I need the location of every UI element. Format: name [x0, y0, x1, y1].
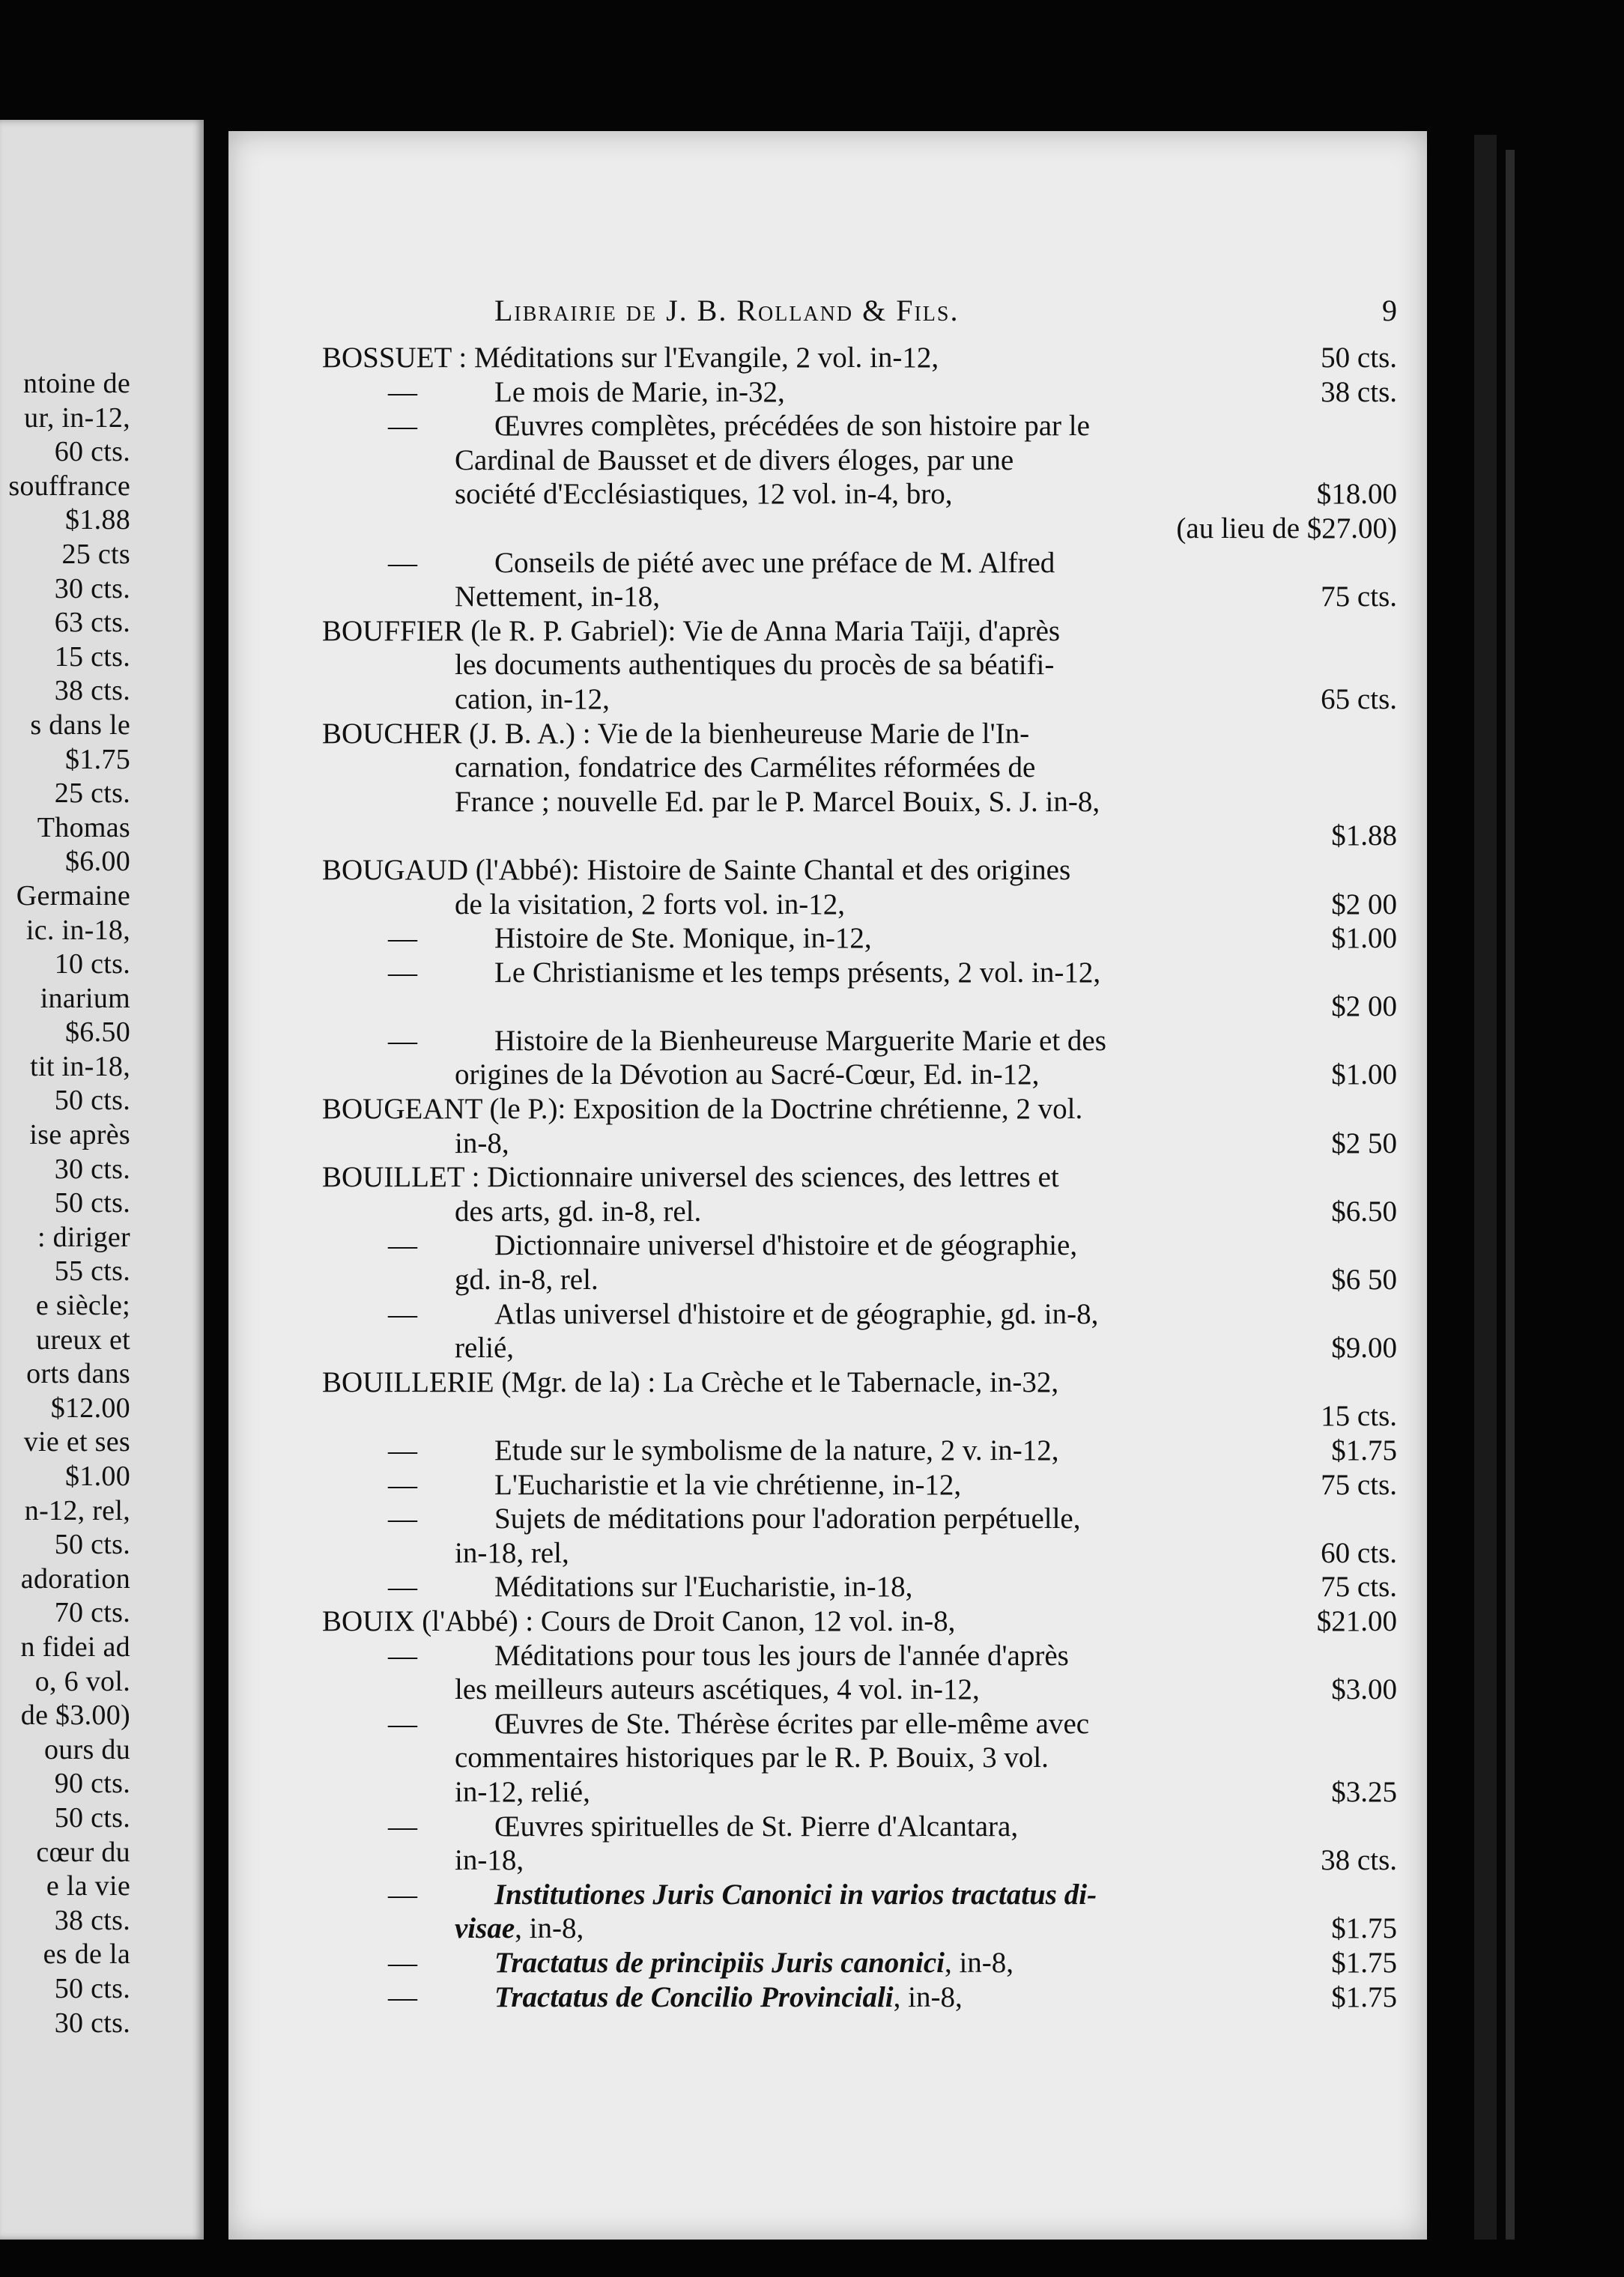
entry-text: $1.88	[1331, 819, 1397, 852]
left-page-line: adoration	[20, 1562, 130, 1595]
ditto-dash: —	[388, 1810, 417, 1843]
catalog-line	[322, 682, 1397, 717]
catalog-line	[322, 1365, 1397, 1400]
left-page-line: souffrance	[8, 470, 130, 502]
entry-price: $1.75	[1331, 1434, 1397, 1467]
entry-title-italic: visae	[455, 1912, 515, 1945]
left-page-line: $1.75	[65, 743, 130, 775]
ditto-dash: —	[388, 1946, 417, 1979]
catalog-line	[322, 921, 1397, 956]
entry-text: Le Christianisme et les temps présents, 2 vol. in-12,	[494, 956, 1101, 989]
entry-text: BOUFFIER (le R. P. Gabriel): Vie de Anna Maria Taïji, d'après	[322, 614, 1061, 647]
catalog-line	[322, 819, 1397, 853]
entry-text: commentaires historiques par le R. P. Bouix, 3 vol.	[455, 1741, 1049, 1774]
entry-price: $1.75	[1331, 1946, 1397, 1979]
ditto-dash: —	[388, 922, 417, 955]
catalog-line	[322, 1707, 1397, 1741]
left-page-line: 30 cts.	[54, 572, 130, 604]
ditto-dash: —	[388, 1468, 417, 1501]
entry-text: BOUILLERIE (Mgr. de la) : La Crèche et le Tabernacle, in-32,	[322, 1365, 1059, 1398]
entry-text: 15 cts.	[1321, 1400, 1397, 1433]
left-page-line: ours du	[43, 1733, 130, 1765]
left-page-line: 10 cts.	[54, 948, 130, 980]
catalog-line	[322, 989, 1397, 1024]
catalog-line	[322, 1024, 1397, 1058]
entry-text	[494, 1878, 1097, 1912]
entry-text: Œuvres spirituelles de St. Pierre d'Alcantara,	[494, 1810, 1019, 1843]
catalog-line	[322, 1604, 1397, 1639]
catalog-line	[322, 1468, 1397, 1503]
catalog-line	[322, 1297, 1397, 1332]
catalog-line	[322, 580, 1397, 614]
entry-text: (au lieu de $27.00)	[1176, 512, 1397, 545]
entry-text: Histoire de la Bienheureuse Marguerite Marie et des	[494, 1024, 1106, 1057]
left-page-line: o, 6 vol.	[34, 1665, 130, 1697]
catalog-line	[322, 1228, 1397, 1263]
entry-price: $9.00	[1331, 1332, 1397, 1365]
entry-text: gd. in-8, rel.	[455, 1264, 599, 1297]
left-page-line: 30 cts.	[54, 2007, 130, 2039]
left-page-line: e siècle;	[35, 1290, 130, 1322]
left-page-line: 50 cts.	[54, 1801, 130, 1834]
left-page-line: 55 cts.	[54, 1255, 130, 1288]
entry-text: cation, in-12,	[455, 682, 610, 715]
entry-price: 75 cts.	[1321, 580, 1397, 613]
left-page-line: n-12, rel,	[24, 1494, 130, 1526]
entry-text: BOSSUET : Méditations sur l'Evangile, 2 vol. in-12,	[322, 342, 939, 374]
ditto-dash: —	[388, 1980, 417, 2013]
entry-title-italic: Tractatus de principiis Juris canonici	[494, 1946, 945, 1979]
entry-text	[455, 1911, 584, 1946]
ditto-dash: —	[388, 1024, 417, 1057]
ditto-dash: —	[388, 1639, 417, 1672]
left-page-line: 38 cts.	[54, 1904, 130, 1936]
entry-text: BOUILLET : Dictionnaire universel des sciences, des lettres et	[322, 1161, 1059, 1194]
left-page-line: Thomas	[37, 811, 130, 843]
left-page-line: Germaine	[16, 879, 130, 912]
left-page-line: 50 cts.	[54, 1972, 130, 2004]
catalog-line	[322, 1058, 1397, 1092]
entry-text: Etude sur le symbolisme de la nature, 2 v. in-12,	[494, 1434, 1059, 1467]
entry-price: 60 cts.	[1321, 1536, 1397, 1569]
entry-text: origines de la Dévotion au Sacré-Cœur, Ed. in-12,	[455, 1058, 1040, 1091]
entry-price: $2 00	[1331, 888, 1397, 921]
entry-text: Histoire de Ste. Monique, in-12,	[494, 922, 872, 955]
catalog-line	[322, 1673, 1397, 1707]
entry-price: $18.00	[1316, 478, 1397, 511]
ditto-dash: —	[388, 1503, 417, 1535]
entry-price: $2 50	[1331, 1127, 1397, 1159]
left-page-line: ntoine de	[22, 368, 130, 399]
left-page-line: 25 cts.	[54, 777, 130, 810]
left-page-line: de $3.00)	[20, 1700, 130, 1732]
entry-price: $1.00	[1331, 922, 1397, 955]
ditto-dash: —	[388, 410, 417, 443]
catalog-line	[322, 1775, 1397, 1810]
left-page-line: 30 cts.	[54, 1153, 130, 1185]
entry-text: France ; nouvelle Ed. par le P. Marcel Bouix, S. J. in-8,	[455, 785, 1100, 818]
running-title: Librairie de J. B. Rolland & Fils.	[494, 294, 960, 327]
catalog-line	[322, 785, 1397, 819]
catalog-line	[322, 1741, 1397, 1775]
entry-price: 38 cts.	[1321, 375, 1397, 408]
catalog-line	[322, 477, 1397, 512]
left-page-line: ic. in-18,	[25, 914, 130, 946]
catalog-line	[322, 1434, 1397, 1468]
entry-text: Le mois de Marie, in-32,	[494, 375, 785, 408]
catalog-line	[322, 1980, 1397, 2015]
page-edge-shadow	[1474, 135, 1497, 2240]
catalog-line	[322, 1536, 1397, 1571]
catalog-entries	[322, 341, 1397, 2014]
catalog-line	[322, 717, 1397, 751]
catalog-line	[322, 1878, 1397, 1912]
catalog-line	[322, 546, 1397, 580]
catalog-line	[322, 1195, 1397, 1229]
catalog-line	[322, 409, 1397, 443]
entry-text: Œuvres complètes, précédées de son histoire par le	[494, 410, 1090, 443]
entry-text: Dictionnaire universel d'histoire et de géographie,	[494, 1229, 1078, 1262]
entry-text: Atlas universel d'histoire et de géographie, gd. in-8,	[494, 1297, 1099, 1330]
ditto-dash: —	[388, 546, 417, 579]
left-page-line: 70 cts.	[54, 1597, 130, 1629]
entry-text: Nettement, in-18,	[455, 580, 661, 613]
entry-text	[494, 1980, 963, 2015]
entry-title-italic: Tractatus de Concilio Provinciali	[494, 1980, 894, 2013]
entry-format: , in-8,	[893, 1980, 963, 2013]
left-page-line: $1.00	[65, 1461, 130, 1492]
page-number: 9	[1382, 294, 1397, 327]
ditto-dash: —	[388, 1229, 417, 1262]
catalog-line	[322, 614, 1397, 649]
left-page-line: ureux et	[36, 1324, 130, 1356]
left-page-line: inarium	[40, 982, 130, 1014]
catalog-line	[322, 1399, 1397, 1434]
entry-text: Méditations pour tous les jours de l'année d'après	[494, 1639, 1069, 1672]
left-page-line: 90 cts.	[54, 1768, 130, 1800]
entry-price: 50 cts.	[1321, 342, 1397, 374]
left-page-line: 15 cts.	[54, 640, 130, 673]
entry-text: in-12, relié,	[455, 1775, 590, 1808]
entry-text: in-18, rel,	[455, 1536, 569, 1569]
catalog-line	[322, 1570, 1397, 1604]
entry-text	[494, 1946, 1014, 1980]
left-page-line: 63 cts.	[54, 607, 130, 639]
entry-price: $1.00	[1331, 1058, 1397, 1091]
entry-text: Méditations sur l'Eucharistie, in-18,	[494, 1571, 913, 1604]
catalog-line	[322, 956, 1397, 990]
catalog-line	[322, 1639, 1397, 1673]
left-page-line: $1.88	[65, 504, 130, 536]
main-page	[228, 131, 1427, 2240]
entry-text: les documents authentiques du procès de sa béatifi-	[455, 649, 1055, 682]
catalog-line	[322, 888, 1397, 922]
left-page-line: $12.00	[50, 1392, 130, 1424]
entry-text: in-18,	[455, 1844, 524, 1877]
entry-text: in-8,	[455, 1127, 509, 1159]
ditto-dash: —	[388, 956, 417, 989]
entry-price: 65 cts.	[1321, 682, 1397, 715]
entry-text: Sujets de méditations pour l'adoration perpétuelle,	[494, 1503, 1081, 1535]
entry-price: 75 cts.	[1321, 1571, 1397, 1604]
entry-text: les meilleurs auteurs ascétiques, 4 vol. in-12,	[455, 1673, 980, 1706]
page-header	[322, 292, 1397, 330]
ditto-dash: —	[388, 1571, 417, 1604]
catalog-line	[322, 1502, 1397, 1536]
left-page-line: 50 cts.	[54, 1187, 130, 1219]
catalog-line	[322, 1810, 1397, 1844]
left-page-line: tit in-18,	[30, 1050, 130, 1082]
catalog-line	[322, 1946, 1397, 1980]
ditto-dash: —	[388, 1297, 417, 1330]
catalog-line	[322, 1331, 1397, 1365]
entry-text: BOUGEANT (le P.): Exposition de la Doctrine chrétienne, 2 vol.	[322, 1093, 1083, 1126]
catalog-line	[322, 1843, 1397, 1878]
left-page-line: 50 cts.	[54, 1085, 130, 1117]
left-page-line: 38 cts.	[54, 675, 130, 707]
entry-format: , in-8,	[944, 1946, 1014, 1979]
entry-price: $21.00	[1316, 1604, 1397, 1637]
page-edge-shadow-outer	[1506, 150, 1515, 2240]
ditto-dash: —	[388, 1878, 417, 1911]
catalog-line	[322, 1092, 1397, 1127]
entry-text: $2 00	[1331, 990, 1397, 1023]
left-page-line: vie et ses	[23, 1426, 130, 1458]
left-page-line: ise après	[29, 1119, 130, 1151]
left-page-line: es de la	[43, 1938, 130, 1971]
entry-price: 75 cts.	[1321, 1468, 1397, 1501]
catalog-line	[322, 1127, 1397, 1161]
entry-text: Cardinal de Bausset et de divers éloges, par une	[455, 443, 1014, 476]
entry-text: Œuvres de Ste. Thérèse écrites par elle-même avec	[494, 1707, 1090, 1740]
entry-price: 38 cts.	[1321, 1844, 1397, 1877]
left-page-line: : diriger	[37, 1221, 130, 1253]
left-page-lines	[0, 367, 130, 2040]
catalog-line	[322, 512, 1397, 546]
entry-text: Conseils de piété avec une préface de M. Alfred	[494, 546, 1055, 579]
entry-text: société d'Ecclésiastiques, 12 vol. in-4, bro,	[455, 478, 953, 511]
left-page-line: cœur du	[36, 1836, 130, 1868]
entry-text: relié,	[455, 1332, 515, 1365]
left-page-line: orts dans	[26, 1358, 130, 1390]
entry-text: de la visitation, 2 forts vol. in-12,	[455, 888, 846, 921]
left-page-line: n fidei ad	[20, 1631, 130, 1663]
left-page-line: s dans le	[30, 709, 130, 741]
entry-price: $1.75	[1331, 1980, 1397, 2013]
catalog-line	[322, 375, 1397, 410]
entry-text: BOUGAUD (l'Abbé): Histoire de Sainte Chantal et des origines	[322, 853, 1071, 886]
catalog-line	[322, 443, 1397, 478]
catalog-line	[322, 341, 1397, 375]
catalog-line	[322, 648, 1397, 682]
left-page-line: 50 cts.	[54, 1529, 130, 1561]
entry-text: des arts, gd. in-8, rel.	[455, 1195, 702, 1228]
left-page-line: $6.00	[65, 846, 130, 878]
entry-text: BOUIX (l'Abbé) : Cours de Droit Canon, 12 vol. in-8,	[322, 1604, 956, 1637]
entry-text: L'Eucharistie et la vie chrétienne, in-12,	[494, 1468, 962, 1501]
entry-price: $3.25	[1331, 1775, 1397, 1808]
left-page-line: $6.50	[65, 1016, 130, 1049]
left-page-line: 25 cts	[61, 538, 130, 570]
entry-price: $1.75	[1331, 1912, 1397, 1945]
entry-price: $3.00	[1331, 1673, 1397, 1706]
catalog-line	[322, 751, 1397, 785]
catalog-line	[322, 1263, 1397, 1297]
ditto-dash: —	[388, 1707, 417, 1740]
entry-text: carnation, fondatrice des Carmélites réformées de	[455, 751, 1036, 784]
left-page-line: ur, in-12,	[24, 401, 130, 434]
entry-price: $6.50	[1331, 1195, 1397, 1228]
catalog-line	[322, 1160, 1397, 1195]
left-page-line: e la vie	[46, 1870, 130, 1902]
ditto-dash: —	[388, 375, 417, 408]
entry-price: $6 50	[1331, 1264, 1397, 1297]
left-page-line: 60 cts.	[54, 436, 130, 468]
catalog-line	[322, 853, 1397, 888]
ditto-dash: —	[388, 1434, 417, 1467]
entry-format: , in-8,	[515, 1912, 584, 1945]
entry-title-italic: Institutiones Juris Canonici in varios tractatus di-	[494, 1878, 1097, 1911]
left-page-fragment	[0, 120, 204, 2240]
catalog-line	[322, 1911, 1397, 1946]
entry-text: BOUCHER (J. B. A.) : Vie de la bienheureuse Marie de l'In-	[322, 717, 1030, 750]
